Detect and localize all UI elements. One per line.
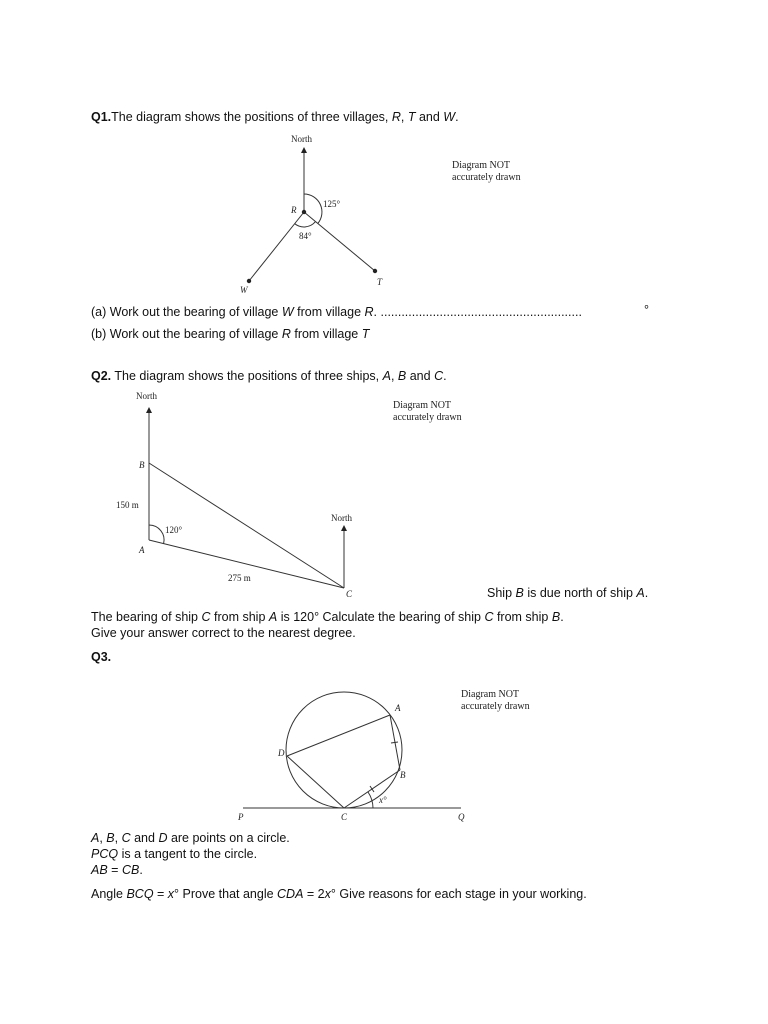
q2-diagram-note: Diagram NOT accurately drawn (393, 400, 462, 423)
q1-label-t: T (377, 277, 383, 287)
q3-label-p: P (238, 812, 244, 822)
q1-part-b: (b) Work out the bearing of village R from village T (91, 327, 370, 341)
q2-intro: Q2. The diagram shows the positions of three ships, A, B and C. (91, 369, 447, 383)
q2-question-line1: The bearing of ship C from ship A is 120° Calculate the bearing of ship C from ship B. (91, 610, 564, 624)
q1-intro: Q1.The diagram shows the positions of three villages, R, T and W. (91, 110, 459, 124)
q1-label: Q1. (91, 110, 112, 124)
q3-diagram-note: Diagram NOT accurately drawn (461, 689, 530, 712)
q1-part-a: (a) Work out the bearing of village W from village R. .......................................................... (91, 305, 582, 319)
q3-label: Q3. (91, 650, 112, 664)
q3-angle-x: x° (379, 795, 387, 805)
q1-part-a-unit: ° (644, 303, 649, 317)
q2-north-label-a: North (136, 391, 157, 401)
q3-label-b: B (400, 770, 406, 780)
q2-label: Q2. (91, 369, 112, 383)
q1-label-r: R (291, 205, 297, 215)
q1-angle-125: 125° (323, 199, 341, 209)
q3-line-da (287, 715, 390, 756)
q2-label-a: A (139, 545, 145, 555)
q1-north-label: North (291, 134, 312, 144)
q1-angle-84: 84° (299, 231, 312, 241)
q1-answer-line-a: . .......................................................... (373, 305, 582, 319)
q2-north-label-c: North (331, 513, 352, 523)
q3-label-a: A (395, 703, 401, 713)
q2-dist-ab: 150 m (116, 500, 139, 510)
q3-question-line: Angle BCQ = x° Prove that angle CDA = 2x° Give reasons for each stage in your working. (91, 887, 587, 901)
q2-ship-note: Ship B is due north of ship A. (487, 586, 649, 600)
q3-label-d: D (278, 748, 285, 758)
q1-label-w: W (240, 285, 248, 295)
q3-statement-line3: AB = CB. (91, 863, 143, 877)
q2-question-line2: Give your answer correct to the nearest degree. (91, 626, 356, 640)
q2-label-b: B (139, 460, 145, 470)
q1-diagram-note: Diagram NOT accurately drawn (452, 160, 521, 183)
q3-label-q: Q (458, 812, 465, 822)
q2-angle-120: 120° (165, 525, 183, 535)
q2-label-c: C (346, 589, 353, 599)
q2-dist-ac: 275 m (228, 573, 251, 583)
q3-arc-x (368, 792, 373, 808)
q3-statement-line1: A, B, C and D are points on a circle. (91, 831, 290, 845)
q3-label-c: C (341, 812, 348, 822)
q3-statement-line2: PCQ is a tangent to the circle. (91, 847, 258, 861)
q3-tick-cb (370, 786, 374, 792)
q3-tick-ab (391, 742, 398, 743)
